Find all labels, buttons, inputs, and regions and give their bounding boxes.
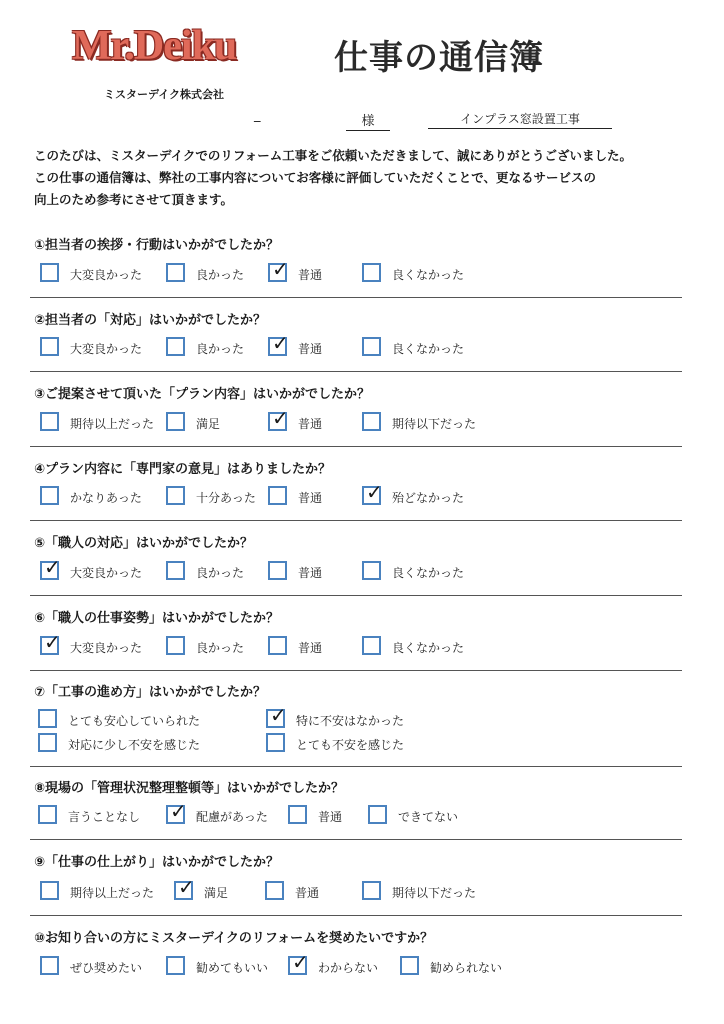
option-label: 普通 xyxy=(298,641,323,655)
checkbox-empty[interactable] xyxy=(40,881,59,900)
checkbox-checked[interactable] xyxy=(288,950,309,975)
option-label: 特に不安はなかった xyxy=(296,714,405,728)
checkbox-checked[interactable] xyxy=(268,331,289,356)
page-title: 仕事の通信簿 xyxy=(334,38,544,78)
check-mark-icon: ✓ xyxy=(44,555,61,579)
check-mark-icon: ✓ xyxy=(272,257,289,281)
option-label: 普通 xyxy=(318,810,343,824)
checkbox-empty[interactable] xyxy=(400,956,419,975)
option-label: 勧められない xyxy=(430,961,503,975)
checkbox-empty[interactable] xyxy=(38,709,57,728)
checkbox-empty[interactable] xyxy=(166,561,185,580)
checkbox-checked[interactable] xyxy=(268,257,289,282)
checkbox-checked[interactable] xyxy=(174,875,195,900)
checkbox-empty[interactable] xyxy=(368,805,387,824)
option-label: 普通 xyxy=(298,491,323,505)
question-text: ①担当者の挨拶・行動はいかがでしたか？ xyxy=(34,238,280,253)
option-label: 満足 xyxy=(196,417,221,431)
section-divider xyxy=(30,520,682,521)
check-mark-icon: ✓ xyxy=(170,799,187,823)
option-label: 満足 xyxy=(204,886,229,900)
option-label: 良かった xyxy=(196,641,245,655)
option-label: かなりあった xyxy=(70,491,142,505)
option-label: 十分あった xyxy=(196,491,256,505)
option-label: 期待以下だった xyxy=(392,886,477,900)
option-label: 大変良かった xyxy=(70,566,143,580)
checkbox-empty[interactable] xyxy=(166,337,185,356)
check-mark-icon: ✓ xyxy=(292,950,309,974)
check-mark-icon: ✓ xyxy=(272,406,289,430)
section-divider xyxy=(30,297,682,298)
option-label: 良かった xyxy=(196,566,245,580)
check-mark-icon: ✓ xyxy=(272,331,289,355)
option-label: わからない xyxy=(318,961,379,975)
option-label: 普通 xyxy=(298,566,323,580)
option-label: 大変良かった xyxy=(70,342,143,356)
checkbox-empty[interactable] xyxy=(40,956,59,975)
checkbox-checked[interactable] xyxy=(266,703,287,728)
checkbox-empty[interactable] xyxy=(166,263,185,282)
option-label: 良くなかった xyxy=(392,566,465,580)
checkbox-empty[interactable] xyxy=(38,733,57,752)
question-text: ⑦「工事の進め方」はいかがでしたか？ xyxy=(34,685,267,700)
section-divider xyxy=(30,915,682,916)
option-label: 普通 xyxy=(298,268,323,282)
checkbox-empty[interactable] xyxy=(266,733,285,752)
checkbox-empty[interactable] xyxy=(40,337,59,356)
option-label: 良かった xyxy=(196,268,245,282)
checkbox-empty[interactable] xyxy=(166,956,185,975)
check-mark-icon: ✓ xyxy=(366,480,383,504)
checkbox-empty[interactable] xyxy=(166,486,185,505)
option-label: ぜひ奨めたい xyxy=(70,961,143,975)
intro-text xyxy=(34,145,674,211)
question-text: ⑨「仕事の仕上がり」はいかがでしたか？ xyxy=(34,855,280,870)
checkbox-checked[interactable] xyxy=(268,406,289,431)
customer-name-field: _ xyxy=(254,108,261,123)
option-label: 期待以下だった xyxy=(392,417,477,431)
option-label: とても不安を感じた xyxy=(296,738,405,752)
checkbox-empty[interactable] xyxy=(362,337,381,356)
section-divider xyxy=(30,766,682,767)
option-label: 期待以上だった xyxy=(70,886,155,900)
option-label: 普通 xyxy=(298,417,323,431)
option-label: 大変良かった xyxy=(70,268,143,282)
question-text: ③ご提案させて頂いた「プラン内容」はいかがでしたか？ xyxy=(34,387,371,402)
honorific-field: 様 xyxy=(346,110,390,131)
option-label: 言うことなし xyxy=(68,810,141,824)
checkbox-checked[interactable] xyxy=(40,630,61,655)
check-mark-icon: ✓ xyxy=(270,703,287,727)
checkbox-checked[interactable] xyxy=(40,555,61,580)
checkbox-empty[interactable] xyxy=(268,486,287,505)
option-label: 期待以上だった xyxy=(70,417,155,431)
question-text: ④プラン内容に「専門家の意見」はありましたか？ xyxy=(34,462,332,477)
question-text: ⑤「職人の対応」はいかがでしたか？ xyxy=(34,536,254,551)
section-divider xyxy=(30,670,682,671)
checkbox-empty[interactable] xyxy=(268,561,287,580)
checkbox-empty[interactable] xyxy=(268,636,287,655)
intro-line: このたびは、ミスターデイクでのリフォーム工事をご依頼いただきまして、誠にありがとうございました。 xyxy=(34,148,633,163)
checkbox-empty[interactable] xyxy=(40,486,59,505)
option-label: 良くなかった xyxy=(392,342,465,356)
intro-line: この仕事の通信簿は、弊社の工事内容についてお客様に評価していただくことで、更なるサービスの xyxy=(34,170,597,185)
question-text: ⑥「職人の仕事姿勢」はいかがでしたか？ xyxy=(34,611,280,626)
option-label: 良くなかった xyxy=(392,268,465,282)
section-divider xyxy=(30,446,682,447)
checkbox-empty[interactable] xyxy=(166,412,185,431)
checkbox-empty[interactable] xyxy=(166,636,185,655)
checkbox-empty[interactable] xyxy=(38,805,57,824)
option-label: 普通 xyxy=(298,342,323,356)
option-label: 大変良かった xyxy=(70,641,143,655)
checkbox-empty[interactable] xyxy=(362,881,381,900)
question-text: ⑩お知り合いの方にミスターデイクのリフォームを奨めたいですか？ xyxy=(34,931,434,946)
section-divider xyxy=(30,371,682,372)
checkbox-empty[interactable] xyxy=(40,412,59,431)
checkbox-empty[interactable] xyxy=(362,561,381,580)
option-label: 殆どなかった xyxy=(392,491,465,505)
company-name: ミスターデイク株式会社 xyxy=(104,88,225,101)
project-name-field: インプラス窓設置工事 xyxy=(428,110,612,129)
option-label: 対応に少し不安を感じた xyxy=(68,738,201,752)
option-label: 良くなかった xyxy=(392,641,465,655)
checkbox-empty[interactable] xyxy=(362,263,381,282)
checkbox-empty[interactable] xyxy=(362,636,381,655)
checkbox-checked[interactable] xyxy=(166,799,187,824)
check-mark-icon: ✓ xyxy=(44,630,61,654)
option-label: できてない xyxy=(398,810,459,824)
checkbox-checked[interactable] xyxy=(362,480,383,505)
section-divider xyxy=(30,595,682,596)
question-text: ②担当者の「対応」はいかがでしたか？ xyxy=(34,313,267,328)
checkbox-empty[interactable] xyxy=(362,412,381,431)
section-divider xyxy=(30,839,682,840)
company-logo: Mr.Deiku xyxy=(72,23,237,69)
question-text: ⑧現場の「管理状況整理整頓等」はいかがでしたか？ xyxy=(34,781,345,796)
intro-line: 向上のため参考にさせて頂きます。 xyxy=(34,192,234,207)
option-label: とても安心していられた xyxy=(68,714,201,728)
checkbox-empty[interactable] xyxy=(40,263,59,282)
checkbox-empty[interactable] xyxy=(288,805,307,824)
checkbox-empty[interactable] xyxy=(265,881,284,900)
option-label: 良かった xyxy=(196,342,245,356)
option-label: 普通 xyxy=(295,886,320,900)
check-mark-icon: ✓ xyxy=(178,875,195,899)
option-label: 配慮があった xyxy=(196,810,268,824)
option-label: 勧めてもいい xyxy=(196,961,269,975)
